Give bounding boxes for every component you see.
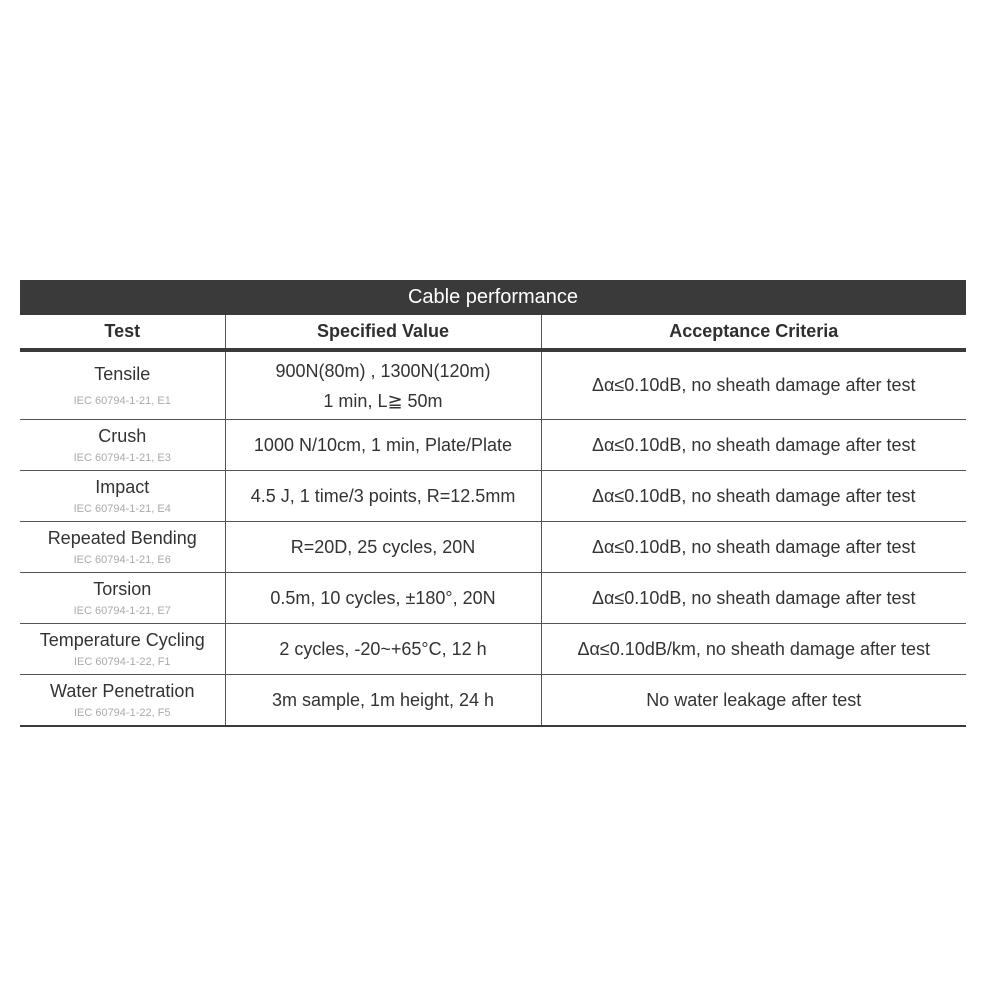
test-cell: [20, 350, 225, 420]
test-name: Water Penetration: [50, 681, 195, 701]
test-standard: IEC 60794-1-22, F1: [73, 656, 171, 668]
test-cell: [20, 675, 225, 727]
performance-grid: [20, 315, 966, 727]
test-standard: IEC 60794-1-22, F5: [73, 707, 171, 719]
table-row-impact: [20, 471, 966, 522]
criteria-cell: No water leakage after test: [541, 675, 966, 727]
test-cell: [20, 420, 225, 471]
spec-line-2: 1 min, L≧ 50m: [323, 390, 443, 411]
test-name: Torsion: [93, 579, 152, 599]
test-cell: [20, 471, 225, 522]
table-title: Cable performance: [20, 280, 966, 315]
criteria-cell: Δα≤0.10dB, no sheath damage after test: [541, 471, 966, 522]
spec-cell: 2 cycles, -20~+65°C, 12 h: [225, 624, 541, 675]
header-acceptance-criteria: Acceptance Criteria: [541, 315, 966, 350]
test-standard: IEC 60794-1-21, E6: [73, 554, 171, 566]
test-name: Crush: [98, 426, 147, 446]
test-standard: IEC 60794-1-21, E3: [73, 452, 171, 464]
cable-performance-table: [20, 280, 966, 727]
criteria-cell: Δα≤0.10dB, no sheath damage after test: [541, 522, 966, 573]
test-standard: IEC 60794-1-21, E7: [73, 605, 171, 617]
table-row-tensile: [20, 350, 966, 420]
table-row-water-penetration: [20, 675, 966, 727]
table-row-temperature-cycling: [20, 624, 966, 675]
test-cell: [20, 624, 225, 675]
test-name: Tensile: [94, 364, 151, 384]
table-row-repeated-bending: [20, 522, 966, 573]
spec-line-1: 900N(80m) , 1300N(120m): [275, 360, 491, 381]
criteria-cell: Δα≤0.10dB/km, no sheath damage after test: [541, 624, 966, 675]
test-name: Temperature Cycling: [39, 630, 205, 650]
table-row-crush: [20, 420, 966, 471]
spec-cell: 4.5 J, 1 time/3 points, R=12.5mm: [225, 471, 541, 522]
criteria-cell: Δα≤0.10dB, no sheath damage after test: [541, 350, 966, 420]
spec-cell: [225, 350, 541, 420]
table-row-torsion: [20, 573, 966, 624]
test-standard: IEC 60794-1-21, E4: [73, 503, 171, 515]
test-cell: [20, 522, 225, 573]
spec-cell: 0.5m, 10 cycles, ±180°, 20N: [225, 573, 541, 624]
header-specified-value: Specified Value: [225, 315, 541, 350]
test-name: Repeated Bending: [47, 528, 197, 548]
test-cell: [20, 573, 225, 624]
spec-cell: 3m sample, 1m height, 24 h: [225, 675, 541, 727]
criteria-cell: Δα≤0.10dB, no sheath damage after test: [541, 420, 966, 471]
test-standard: IEC 60794-1-21, E1: [73, 395, 171, 407]
header-test: Test: [20, 315, 225, 350]
test-name: Impact: [95, 477, 150, 497]
spec-cell: 1000 N/10cm, 1 min, Plate/Plate: [225, 420, 541, 471]
header-row: [20, 315, 966, 350]
criteria-cell: Δα≤0.10dB, no sheath damage after test: [541, 573, 966, 624]
spec-cell: R=20D, 25 cycles, 20N: [225, 522, 541, 573]
